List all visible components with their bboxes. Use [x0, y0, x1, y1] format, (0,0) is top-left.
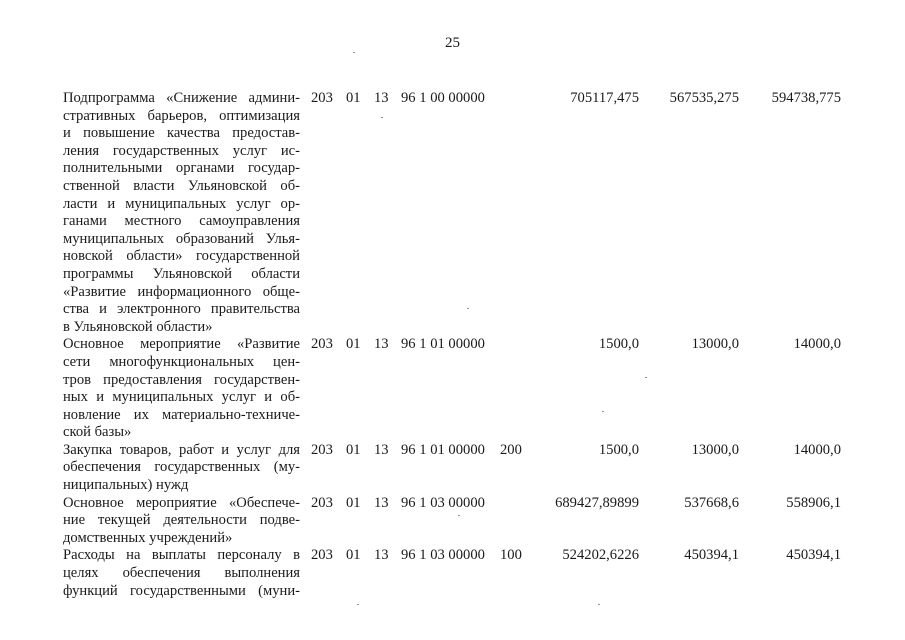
section-code: 01 — [346, 547, 361, 564]
expense-name-line: ления государственных услуг ис- — [63, 142, 300, 159]
expense-name-line: ственной власти Ульяновской об- — [63, 177, 300, 194]
table-row — [63, 90, 853, 336]
amount-year-3: 558906,1 — [786, 494, 841, 511]
grbs-code: 203 — [311, 547, 333, 564]
expense-name-line: новской области» государственной — [63, 248, 300, 265]
expense-name-line: новление их материально-техниче- — [63, 406, 300, 423]
subsection-code: 13 — [374, 336, 389, 353]
grbs-code: 203 — [311, 494, 333, 511]
expense-name-line: ской базы» — [63, 424, 132, 441]
expense-name — [63, 90, 300, 336]
scan-speck — [381, 117, 383, 118]
expense-name — [63, 547, 300, 600]
section-code: 01 — [346, 441, 361, 458]
amount-year-1: 1500,0 — [598, 336, 639, 353]
expense-name-line: ниципальных) нужд — [63, 477, 189, 494]
expense-name-line: Расходы на выплаты персоналу в — [63, 547, 300, 564]
expense-name-line: обеспечения государственных (му- — [63, 459, 300, 476]
subsection-code: 13 — [374, 90, 389, 106]
amount-year-2: 537668,6 — [684, 494, 739, 511]
expense-name-line: Основное мероприятие «Обеспече- — [63, 494, 300, 511]
section-code: 01 — [346, 494, 361, 511]
expense-name-line: Закупка товаров, работ и услуг для — [63, 441, 300, 458]
table-row — [63, 442, 853, 495]
scan-speck — [458, 515, 460, 516]
expense-name-line: ние текущей деятельности подве- — [63, 512, 300, 529]
amount-year-2: 13000,0 — [691, 336, 739, 353]
expense-name-line: ганами местного самоуправления — [63, 213, 300, 230]
amount-year-1: 1500,0 — [598, 441, 639, 458]
subsection-code: 13 — [374, 547, 389, 564]
expense-name — [63, 495, 300, 548]
expense-name-line: функций государственными (муни- — [63, 582, 300, 599]
amount-year-2: 567535,275 — [669, 90, 739, 106]
target-article-code: 96 1 01 00000 — [401, 336, 485, 353]
expense-name-line: муниципальных образований Улья- — [63, 230, 300, 247]
expense-name-line: стративных барьеров, оптимизация — [63, 107, 300, 124]
budget-table — [63, 90, 853, 600]
amount-year-3: 14000,0 — [793, 441, 841, 458]
scan-speck — [467, 308, 469, 309]
expense-name-line: программы Ульяновской области — [63, 265, 300, 282]
expense-name-line: ласти и муниципальных услуг ор- — [63, 195, 300, 212]
expense-name-line: Подпрограмма «Снижение админи- — [63, 90, 300, 106]
subsection-code: 13 — [374, 441, 389, 458]
expense-name-line: тров предоставления государствен- — [63, 371, 300, 388]
table-row — [63, 495, 853, 548]
expense-name-line: и повышение качества предостав- — [63, 125, 300, 142]
amount-year-1: 524202,6226 — [562, 547, 639, 564]
target-article-code: 96 1 00 00000 — [401, 90, 485, 106]
scan-speck — [357, 604, 359, 605]
expense-name-line: ства и электронного правительства — [63, 301, 300, 318]
expense-name-line: домственных учреждений» — [63, 529, 233, 546]
amount-year-3: 450394,1 — [786, 547, 841, 564]
expense-name-line: полнительными органами государ- — [63, 160, 300, 177]
expense-name-line: Основное мероприятие «Развитие — [63, 336, 300, 353]
expense-name — [63, 336, 300, 442]
expense-name-line: «Развитие информационного обще- — [63, 283, 300, 300]
section-code: 01 — [346, 90, 361, 106]
grbs-code: 203 — [311, 90, 333, 106]
section-code: 01 — [346, 336, 361, 353]
table-row — [63, 547, 853, 600]
expense-type-code: 100 — [500, 547, 522, 564]
expense-name — [63, 442, 300, 495]
expense-name-line: в Ульяновской области» — [63, 318, 213, 335]
amount-year-2: 450394,1 — [684, 547, 739, 564]
grbs-code: 203 — [311, 336, 333, 353]
target-article-code: 96 1 01 00000 — [401, 441, 485, 458]
amount-year-1: 689427,89899 — [555, 494, 639, 511]
scan-speck — [353, 52, 355, 53]
expense-type-code: 200 — [500, 441, 522, 458]
amount-year-3: 594738,775 — [771, 90, 841, 106]
target-article-code: 96 1 03 00000 — [401, 547, 485, 564]
expense-name-line: целях обеспечения выполнения — [63, 565, 300, 582]
amount-year-3: 14000,0 — [793, 336, 841, 353]
scan-speck — [602, 411, 604, 412]
table-row — [63, 336, 853, 442]
amount-year-2: 13000,0 — [691, 441, 739, 458]
target-article-code: 96 1 03 00000 — [401, 494, 485, 511]
amount-year-1: 705117,475 — [570, 90, 639, 106]
scan-speck — [645, 377, 647, 378]
expense-name-line: сети многофункциональных цен- — [63, 353, 300, 370]
grbs-code: 203 — [311, 441, 333, 458]
subsection-code: 13 — [374, 494, 389, 511]
expense-name-line: ных и муниципальных услуг и об- — [63, 389, 300, 406]
scan-speck — [598, 604, 600, 605]
page-number: 25 — [445, 35, 460, 51]
